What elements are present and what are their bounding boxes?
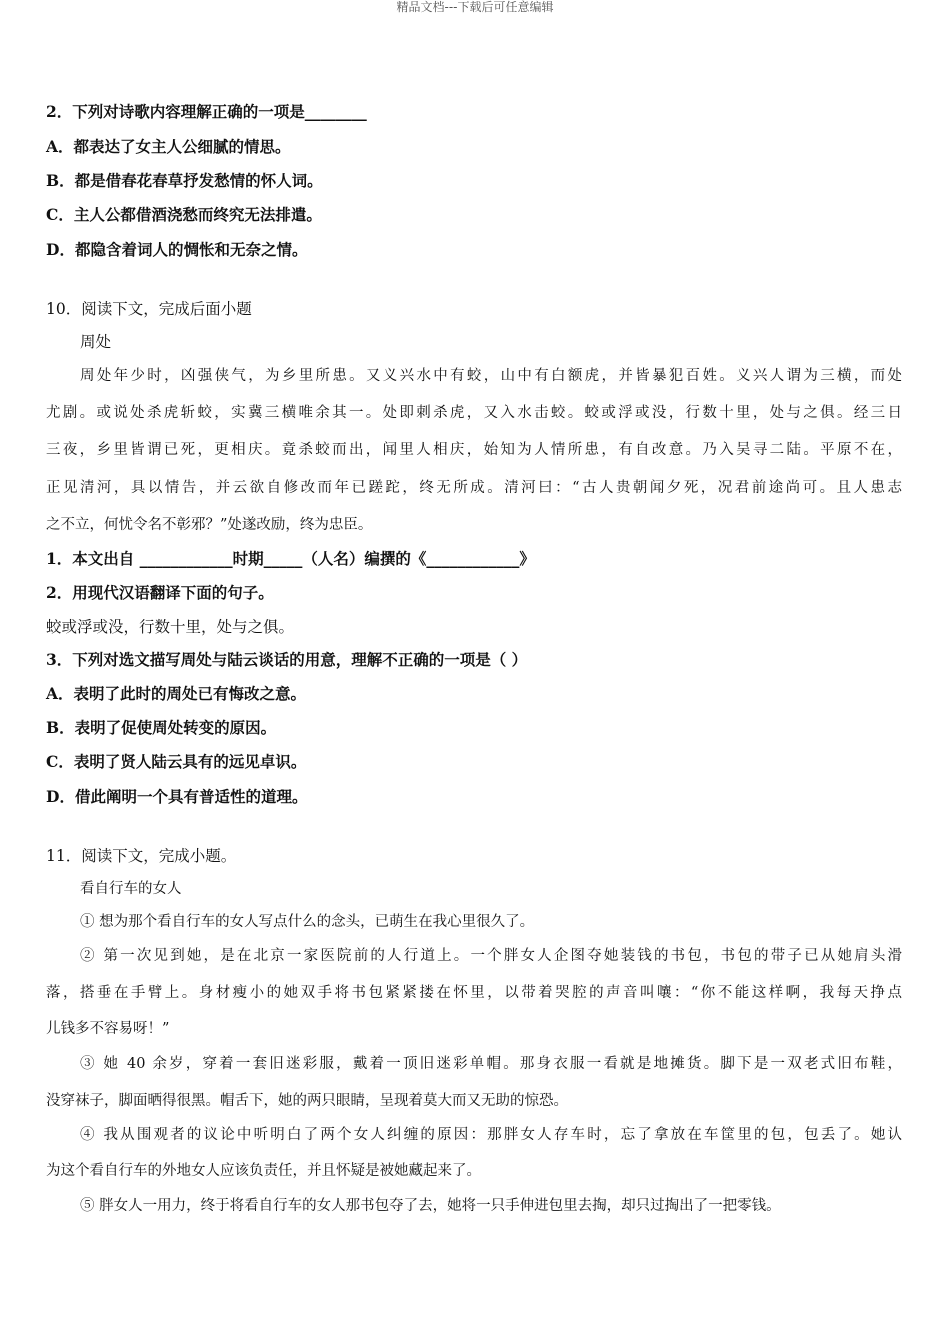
option-b: B．都是借春花春草抒发愁情的怀人词。 bbox=[46, 171, 323, 190]
passage-title: 看自行车的女人 bbox=[80, 881, 182, 897]
page-header: 精品文档---下载后可任意编辑 bbox=[396, 0, 554, 14]
paragraph-2-line: 儿钱多不容易呀！” bbox=[46, 1021, 170, 1037]
sub-question-2: 2．用现代汉语翻译下面的句子。 bbox=[46, 583, 274, 602]
paragraph-2-line: ② 第一次见到她，是在北京一家医院前的人行道上。一个胖女人企图夺她装钱的书包，书包的带子已从她肩头滑 bbox=[80, 948, 902, 964]
option-c: C．主人公都借酒浇愁而终究无法排遣。 bbox=[46, 205, 322, 224]
passage-line: 尤剧。或说处杀虎斩蛟，实冀三横唯余其一。处即刺杀虎，又入水击蛟。蛟或浮或没，行数十里，处与之俱。经三日 bbox=[46, 405, 902, 421]
option-c: C．表明了贤人陆云具有的远见卓识。 bbox=[46, 752, 307, 771]
paragraph-1: ① 想为那个看自行车的女人写点什么的念头，已萌生在我心里很久了。 bbox=[80, 914, 535, 930]
passage-title: 周处 bbox=[80, 333, 112, 351]
passage-line: 周处年少时，凶强侠气，为乡里所患。又义兴水中有蛟，山中有白额虎，并皆暴犯百姓。义兴人谓为三横，而处 bbox=[80, 368, 902, 384]
paragraph-5: ⑤ 胖女人一用力，终于将看自行车的女人那书包夺了去，她将一只手伸进包里去掏，却只过掏出了一把零钱。 bbox=[80, 1198, 781, 1214]
paragraph-2-line: 落，搭垂在手臂上。身材瘦小的她双手将书包紧紧搂在怀里，以带着哭腔的声音叫嚷：“你不能这样啊，我每天挣点 bbox=[46, 985, 902, 1001]
question-heading: 10．阅读下文，完成后面小题 bbox=[46, 300, 252, 318]
sub-question-1: 1．本文出自 ____________时期_____（人名）编撰的《____________》 bbox=[46, 549, 535, 568]
option-a: A．都表达了女主人公细腻的情思。 bbox=[46, 137, 291, 156]
translate-sentence: 蛟或浮或没，行数十里，处与之俱。 bbox=[46, 618, 295, 636]
option-b: B．表明了促使周处转变的原因。 bbox=[46, 718, 277, 737]
question-stem: 2．下列对诗歌内容理解正确的一项是________ bbox=[46, 102, 367, 121]
paragraph-4-line: ④ 我从围观者的议论中听明白了两个女人纠缠的原因：那胖女人存车时，忘了拿放在车筐里的包，包丢了。她认 bbox=[80, 1127, 902, 1143]
paragraph-4-line: 为这个看自行车的外地女人应该负责任，并且怀疑是被她藏起来了。 bbox=[46, 1163, 481, 1179]
option-d: D．都隐含着词人的惆怅和无奈之情。 bbox=[46, 240, 308, 259]
passage-line: 之不立，何忧令名不彰邪？”处遂改励，终为忠臣。 bbox=[46, 517, 373, 533]
passage-line: 正见清河，具以情告，并云欲自修改而年已蹉跎，终无所成。清河曰：“古人贵朝闻夕死，况君前途尚可。且人患志 bbox=[46, 480, 902, 496]
option-a: A．表明了此时的周处已有悔改之意。 bbox=[46, 684, 307, 703]
sub-question-3: 3．下列对选文描写周处与陆云谈话的用意，理解不正确的一项是（ ） bbox=[46, 650, 528, 669]
question-heading: 11．阅读下文，完成小题。 bbox=[46, 847, 237, 865]
paragraph-3-line: 没穿袜子，脚面晒得很黑。帽舌下，她的两只眼睛，呈现着莫大而又无助的惊恐。 bbox=[46, 1093, 568, 1109]
paragraph-3-line: ③ 她 40 余岁，穿着一套旧迷彩服，戴着一顶旧迷彩单帽。那身衣服一看就是地摊货。脚下是一双老式旧布鞋， bbox=[80, 1056, 902, 1072]
passage-line: 三夜，乡里皆谓已死，更相庆。竟杀蛟而出，闻里人相庆，始知为人情所患，有自改意。乃入吴寻二陆。平原不在， bbox=[46, 442, 902, 458]
option-d: D．借此阐明一个具有普适性的道理。 bbox=[46, 787, 308, 806]
